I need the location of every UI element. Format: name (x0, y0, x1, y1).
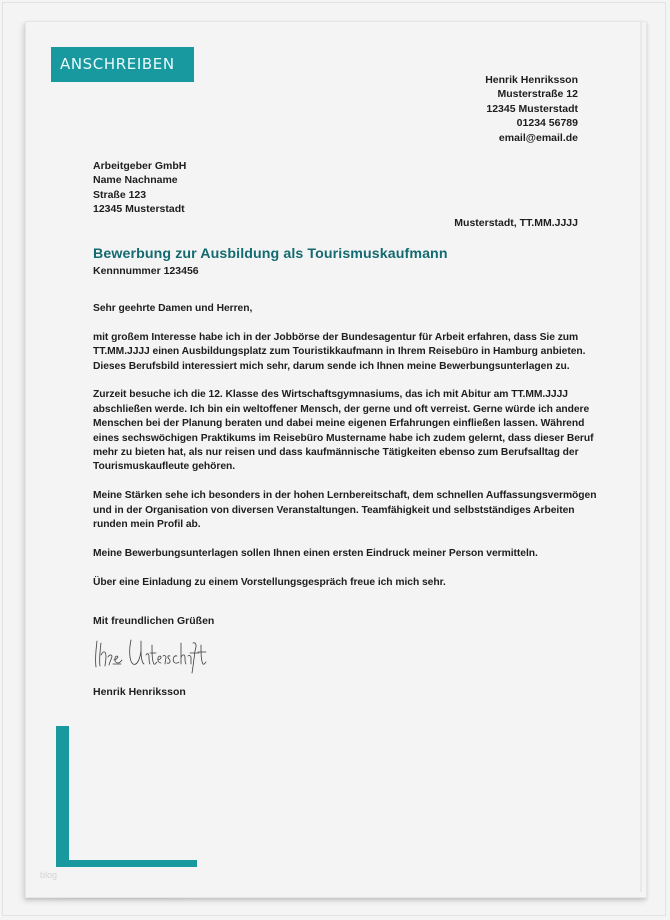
decorative-corner-horizontal (56, 860, 197, 867)
recipient-street: Straße 123 (93, 188, 147, 201)
salutation: Sehr geehrte Damen und Herren, (93, 303, 253, 314)
sender-phone: 01234 56789 (516, 117, 578, 130)
sender-city: 12345 Musterstadt (486, 102, 578, 115)
letter-body (93, 302, 597, 604)
recipient-city: 12345 Musterstadt (93, 203, 185, 216)
title-banner-text: ANSCHREIBEN (60, 55, 175, 73)
recipient-company: Arbeitgeber GmbH (93, 160, 187, 172)
sender-street: Musterstraße 12 (497, 88, 578, 101)
subject-heading: Bewerbung zur Ausbildung als Tourismuskaufmann (93, 246, 448, 262)
decorative-corner-vertical (56, 726, 69, 866)
title-banner (51, 47, 194, 82)
handwritten-signature-icon (93, 633, 213, 675)
date-line: Musterstadt, TT.MM.JJJJ (454, 217, 578, 229)
reference-number: Kennnummer 123456 (93, 265, 199, 277)
paragraph-5: Über eine Einladung zu einem Vorstellungsgespräch freue ich mich sehr. (93, 576, 446, 588)
sender-name: Henrik Henriksson (485, 74, 578, 86)
signer-name: Henrik Henriksson (93, 686, 186, 698)
closing-phrase: Mit freundlichen Grüßen (93, 615, 215, 627)
watermark-text: blog (40, 870, 58, 880)
page-edge (640, 22, 642, 892)
paragraph-4: Meine Bewerbungsunterlagen sollen Ihnen einen ersten Eindruck meiner Person vermitteln. (93, 547, 538, 559)
sender-email: email@email.de (498, 131, 578, 144)
recipient-address (93, 159, 186, 217)
recipient-contact: Name Nachname (93, 174, 178, 187)
paragraph-3: Meine Stärken sehe ich besonders in der hohen Lernbereitschaft, dem schnellen Auffassungsvermögen und in der Organisation von diversen Veranstaltungen. Teamfähigkeit und selbstständiges Arbeiten runden mein Profil ab. (93, 490, 597, 531)
paragraph-2: Zurzeit besuche ich die 12. Klasse des Wirtschaftsgymnasiums, das ich mit Abitur am TT.MM.JJJJ abschließen werde. Ich bin ein weltoffener Mensch, der gerne und oft verreist. Gerne würde ich andere Menschen bei der Planung beraten und dabei meine eigenen Erfahrungen einfließen lassen. Während eines sechswöchigen Praktikums im Reisebüro Mustername habe ich zudem gelernt, dass dieser Beruf mehr zu bieten hat, als nur reisen und dass kaufmännische Tätigkeiten ebenso zum Berufsalltag der Tourismuskaufleute gehören. (93, 389, 594, 473)
sender-address (485, 73, 578, 145)
paragraph-1: mit großem Interesse habe ich in der Jobbörse der Bundesagentur für Arbeit erfahren, dass Sie zum TT.MM.JJJJ einen Ausbildungsplatz zum Touristikkaufmann in Ihrem Reisebüro in Hamburg anbieten. Dieses Berufsbild interessiert mich sehr, darum sende ich Ihnen meine Bewerbungsunterlagen zu. (93, 331, 586, 372)
signature-icon (93, 633, 213, 675)
